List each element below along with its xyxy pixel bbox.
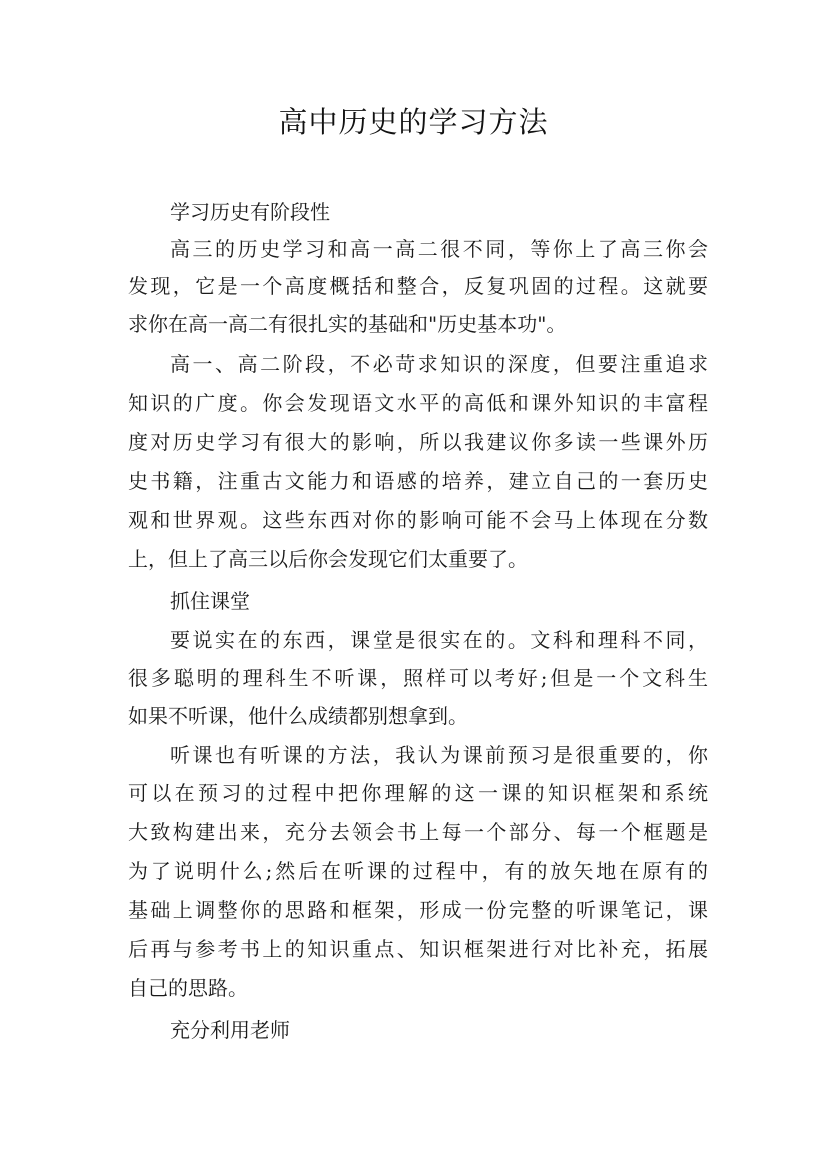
paragraph-line: 知识的广度。你会发现语文水平的高低和课外知识的丰富程 [128,391,708,415]
paragraph-line: 要说实在的东西，课堂是很实在的。文科和理科不同， [170,628,708,652]
paragraph-line: 史书籍，注重古文能力和语感的培养，建立自己的一套历史 [128,469,708,493]
paragraph-line: 自己的思路。 [128,976,248,1000]
paragraph-line: 基础上调整你的思路和框架，形成一份完整的听课笔记，课 [128,898,708,922]
paragraph-line: 发现，它是一个高度概括和整合，反复巩固的过程。这就要 [128,274,708,298]
document-title: 高中历史的学习方法 [278,105,549,139]
paragraph-line: 观和世界观。这些东西对你的影响可能不会马上体现在分数 [128,508,708,532]
paragraph-line: 听课也有听课的方法，我认为课前预习是很重要的，你 [170,743,708,767]
paragraph-line: 求你在高一高二有很扎实的基础和"历史基本功"。 [128,312,567,336]
section-heading-stages: 学习历史有阶段性 [170,200,330,224]
paragraph-line: 如果不听课，他什么成绩都别想拿到。 [128,704,468,728]
paragraph-line: 为了说明什么;然后在听课的过程中，有的放矢地在原有的 [128,859,708,883]
paragraph-line: 可以在预习的过程中把你理解的这一课的知识框架和系统 [128,781,708,805]
paragraph-line: 很多聪明的理科生不听课，照样可以考好;但是一个文科生 [128,666,708,690]
paragraph-line: 高一、高二阶段，不必苛求知识的深度，但要注重追求 [170,352,708,376]
section-heading-teachers: 充分利用老师 [170,1018,290,1042]
paragraph-line: 度对历史学习有很大的影响，所以我建议你多读一些课外历 [128,430,708,454]
section-heading-classroom: 抓住课堂 [170,589,250,613]
paragraph-line: 上，但上了高三以后你会发现它们太重要了。 [128,547,528,571]
paragraph-line: 高三的历史学习和高一高二很不同，等你上了高三你会 [170,237,708,261]
paragraph-line: 大致构建出来，充分去领会书上每一个部分、每一个框题是 [128,820,708,844]
paragraph-line: 后再与参考书上的知识重点、知识框架进行对比补充，拓展 [128,937,708,961]
